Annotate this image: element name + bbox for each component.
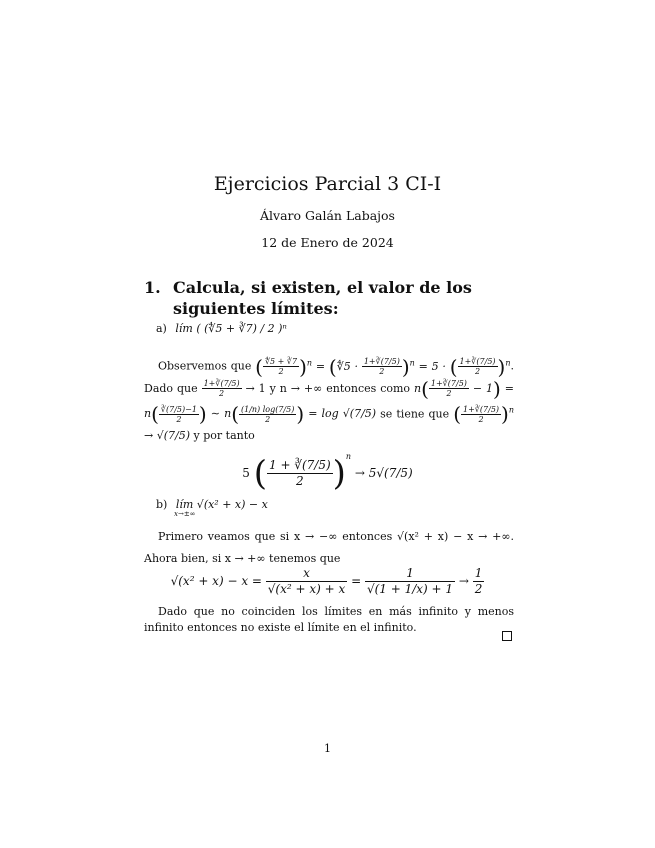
item-a-math-3: n( $\frac{1+∛(7/5)}{2}$ − 1) = n( $\frac{∛(7/5)-1}{2}$ ) ∼ n( $\frac{(1/n) \log(7/5)}{2}$ ) = log √(7/5) (144, 376, 514, 427)
item-a-text-5: y por tanto (193, 429, 255, 443)
item-a-math-2: $\frac{1+∛(7/5)}{2}$ (203, 379, 240, 399)
item-a-text-4: se tiene que (380, 407, 450, 421)
item-a-explanation (144, 352, 514, 447)
item-b-conclusion (144, 604, 514, 636)
item-b-text-2: Dado que no coinciden los límites en más infinito y menos infinito entonces no existe el límite en el infinito. (144, 605, 514, 634)
item-b-label: b) (156, 498, 168, 511)
item-a-text-1: Observemos que (158, 359, 252, 373)
item-a-expression: lím ( (∜5 + ∛7) / 2 )ⁿ (175, 322, 287, 335)
item-b-display-equation: √(x² + x) − x = $\frac{x}{\text{√(x² + x) + x}}$ = $\frac{1}{√(1 + 1/x) + 1}$ → $\frac{1}{2}$ (170, 566, 483, 596)
item-b-limit-subscript: x→±∞ (174, 510, 196, 518)
item-a-label: a) (156, 322, 167, 335)
page-number: 1 (324, 742, 331, 755)
document-date: 12 de Enero de 2024 (261, 235, 394, 250)
item-a (156, 322, 287, 335)
qed-square-icon (502, 631, 512, 641)
item-b-explanation (144, 526, 514, 570)
section-title: Calcula, si existen, el valor de los siguientes límites: (173, 278, 472, 318)
item-a-math-1: ( $\frac{∜5 + ∛7}{2}$ )$^n$ = (∜5 · $\frac{1+∛(7/5)}{2}$ )$^n$ = 5 · ( $\frac{1+∛(7/5)}{2}$ )$^n$ (255, 354, 511, 379)
item-a-display-equation: 5 ( $\frac{1 + ∛(7/5)}{2}$ )$^n$ → 5√(7/5) (242, 452, 413, 494)
item-b-text-1: Primero veamos que si x → −∞ entonces √(x² + x) − x → +∞. Ahora bien, si x → +∞ tenemos que (144, 530, 514, 565)
item-a-text-3: → 1 y n → +∞ entonces como (245, 381, 411, 395)
section-number: 1. (144, 278, 161, 297)
item-b (156, 498, 268, 518)
item-a-math-4: ( $\frac{1+∛(7/5)}{2}$ )$^n$ → √(7/5) (144, 402, 515, 443)
item-b-expression: lím √(x² + x) − x (175, 498, 268, 511)
document-author: Álvaro Galán Labajos (260, 208, 395, 223)
document-title: Ejercicios Parcial 3 CI-I (213, 173, 442, 195)
item-a-text-2: . Dado que (144, 359, 514, 395)
